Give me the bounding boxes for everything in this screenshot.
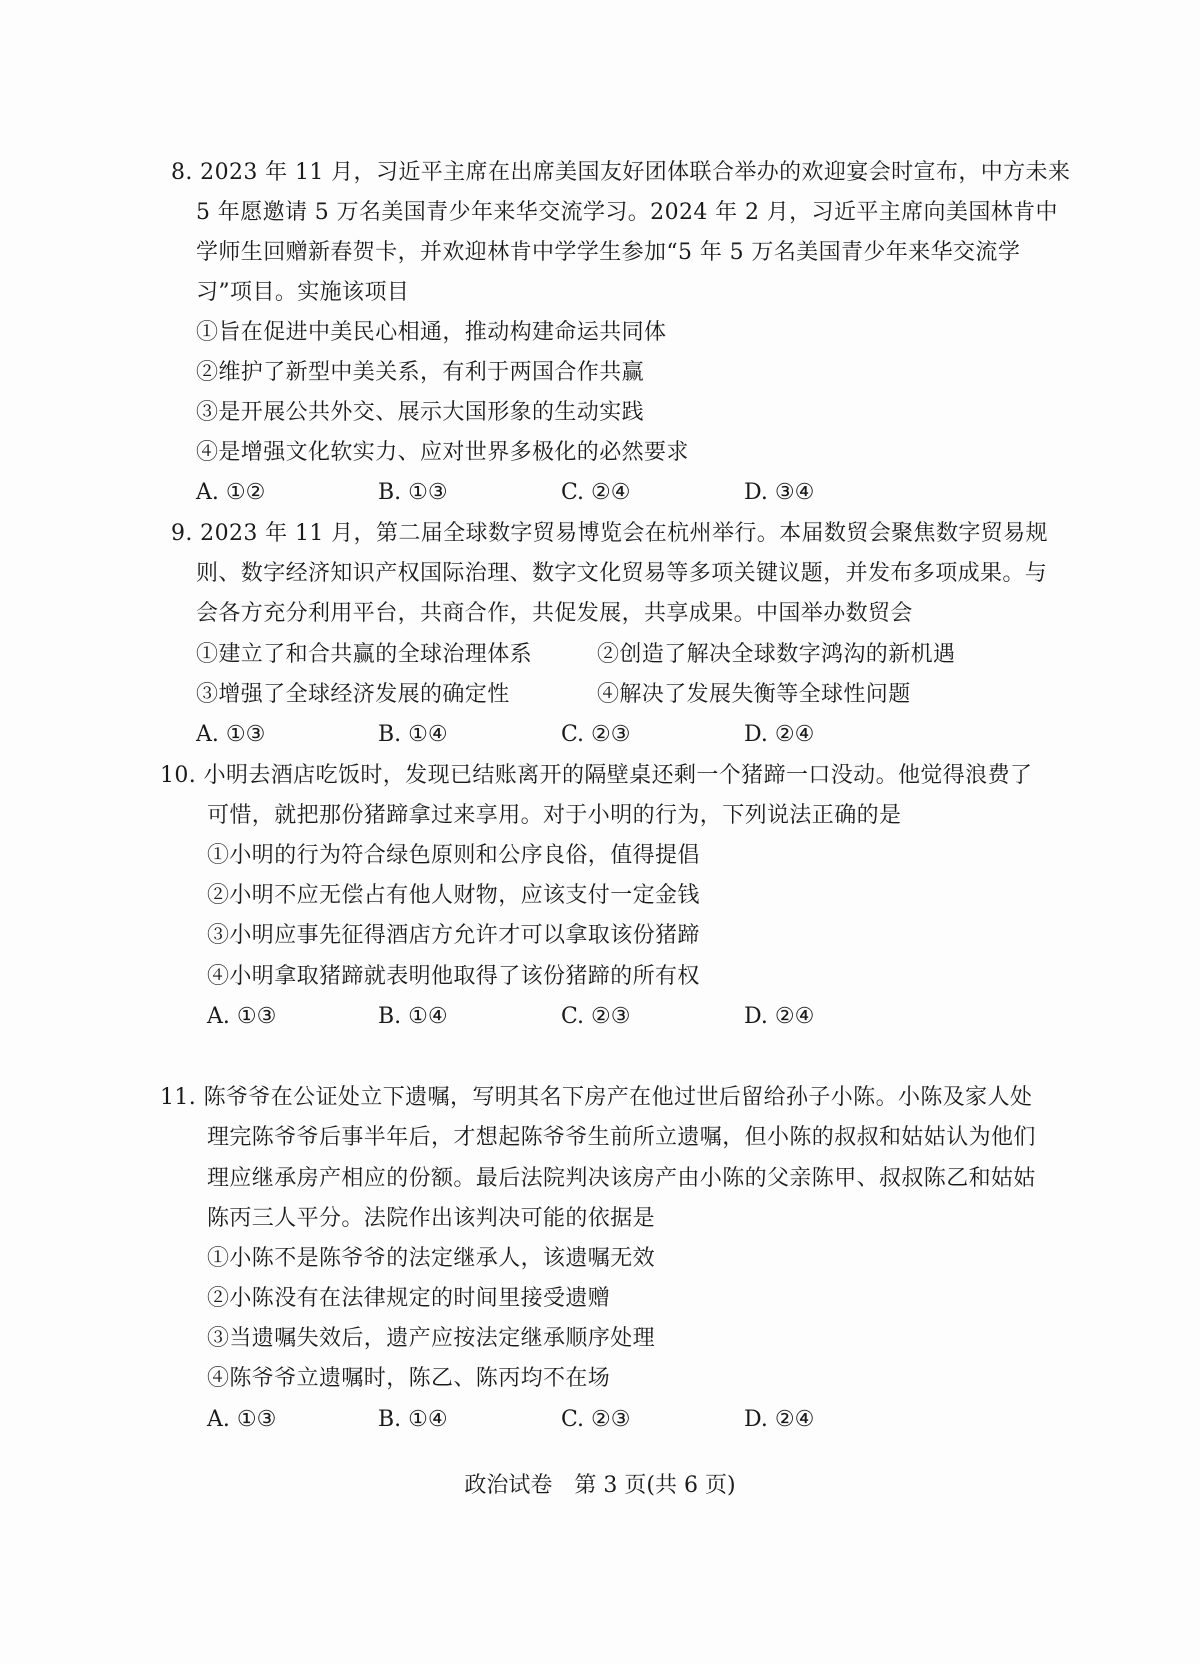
choice-d: D. ③④ (744, 480, 815, 505)
statement: ④小明拿取猪蹄就表明他取得了该份猪蹄的所有权 (207, 964, 700, 989)
page-footer: 政治试卷 第 3 页(共 6 页) (464, 1473, 736, 1498)
statement: ①小陈不是陈爷爷的法定继承人，该遗嘱无效 (207, 1246, 656, 1271)
question-stem-line: 学师生回赠新春贺卡，并欢迎林肯中学学生参加“5 年 5 万名美国青少年来华交流学 (196, 240, 1021, 265)
question-stem-line: 5 年愿邀请 5 万名美国青少年来华交流学习。2024 年 2 月，习近平主席向美国林肯中 (196, 200, 1058, 225)
choice-b: B. ①④ (378, 1407, 448, 1432)
question-stem-line: 9. 2023 年 11 月，第二届全球数字贸易博览会在杭州举行。本届数贸会聚焦数字贸易规 (171, 521, 1048, 546)
choice-a: A. ①③ (207, 1407, 277, 1432)
question-stem-line: 可惜，就把那份猪蹄拿过来享用。对于小明的行为，下列说法正确的是 (207, 803, 902, 828)
choice-b: B. ①④ (378, 1004, 448, 1029)
statement: ③是开展公共外交、展示大国形象的生动实践 (196, 400, 645, 425)
statement: ②维护了新型中美关系，有利于两国合作共赢 (196, 360, 645, 385)
statement: ①小明的行为符合绿色原则和公序良俗，值得提倡 (207, 843, 700, 868)
statement: ④解决了发展失衡等全球性问题 (597, 682, 911, 707)
choice-c: C. ②④ (561, 480, 631, 505)
statement: ④是增强文化软实力、应对世界多极化的必然要求 (196, 440, 689, 465)
statement: ③小明应事先征得酒店方允许才可以拿取该份猪蹄 (207, 923, 700, 948)
choice-c: C. ②③ (561, 722, 631, 747)
choice-c: C. ②③ (561, 1407, 631, 1432)
question-stem-line: 陈丙三人平分。法院作出该判决可能的依据是 (207, 1206, 656, 1231)
choices-row (0, 1405, 1200, 1435)
question-stem-line: 理应继承房产相应的份额。最后法院判决该房产由小陈的父亲陈甲、叔叔陈乙和姑姑 (207, 1166, 1036, 1191)
choice-b: B. ①③ (378, 480, 448, 505)
statement: ②创造了解决全球数字鸿沟的新机遇 (597, 642, 956, 667)
statement: ①旨在促进中美民心相通，推动构建命运共同体 (196, 320, 667, 345)
statement: ②小陈没有在法律规定的时间里接受遗赠 (207, 1286, 611, 1311)
choices-row (0, 720, 1200, 750)
statement: ④陈爷爷立遗嘱时，陈乙、陈丙均不在场 (207, 1366, 611, 1391)
choice-a: A. ①② (196, 480, 266, 505)
question-stem-line: 11. 陈爷爷在公证处立下遗嘱，写明其名下房产在他过世后留给孙子小陈。小陈及家人处 (160, 1085, 1033, 1110)
choices-row (0, 478, 1200, 508)
choice-b: B. ①④ (378, 722, 448, 747)
choice-a: A. ①③ (196, 722, 266, 747)
choice-d: D. ②④ (744, 722, 815, 747)
question-stem-line: 会各方充分利用平台，共商合作，共促发展，共享成果。中国举办数贸会 (196, 601, 913, 626)
statement: ①建立了和合共赢的全球治理体系 (196, 642, 533, 667)
question-stem-line: 理完陈爷爷后事半年后，才想起陈爷爷生前所立遗嘱，但小陈的叔叔和姑姑认为他们 (207, 1125, 1036, 1150)
question-stem-line: 习”项目。实施该项目 (196, 280, 410, 305)
statement: ②小明不应无偿占有他人财物，应该支付一定金钱 (207, 883, 700, 908)
statement: ③当遗嘱失效后，遗产应按法定继承顺序处理 (207, 1326, 656, 1351)
choice-c: C. ②③ (561, 1004, 631, 1029)
question-stem-line: 则、数字经济知识产权国际治理、数字文化贸易等多项关键议题，并发布多项成果。与 (196, 561, 1048, 586)
question-stem-line: 8. 2023 年 11 月，习近平主席在出席美国友好团体联合举办的欢迎宴会时宣布，中方未来 (171, 160, 1071, 185)
choice-d: D. ②④ (744, 1407, 815, 1432)
statement: ③增强了全球经济发展的确定性 (196, 682, 510, 707)
choice-d: D. ②④ (744, 1004, 815, 1029)
choice-a: A. ①③ (207, 1004, 277, 1029)
choices-row (0, 1002, 1200, 1032)
question-stem-line: 10. 小明去酒店吃饭时，发现已结账离开的隔壁桌还剩一个猪蹄一口没动。他觉得浪费了 (160, 763, 1033, 788)
